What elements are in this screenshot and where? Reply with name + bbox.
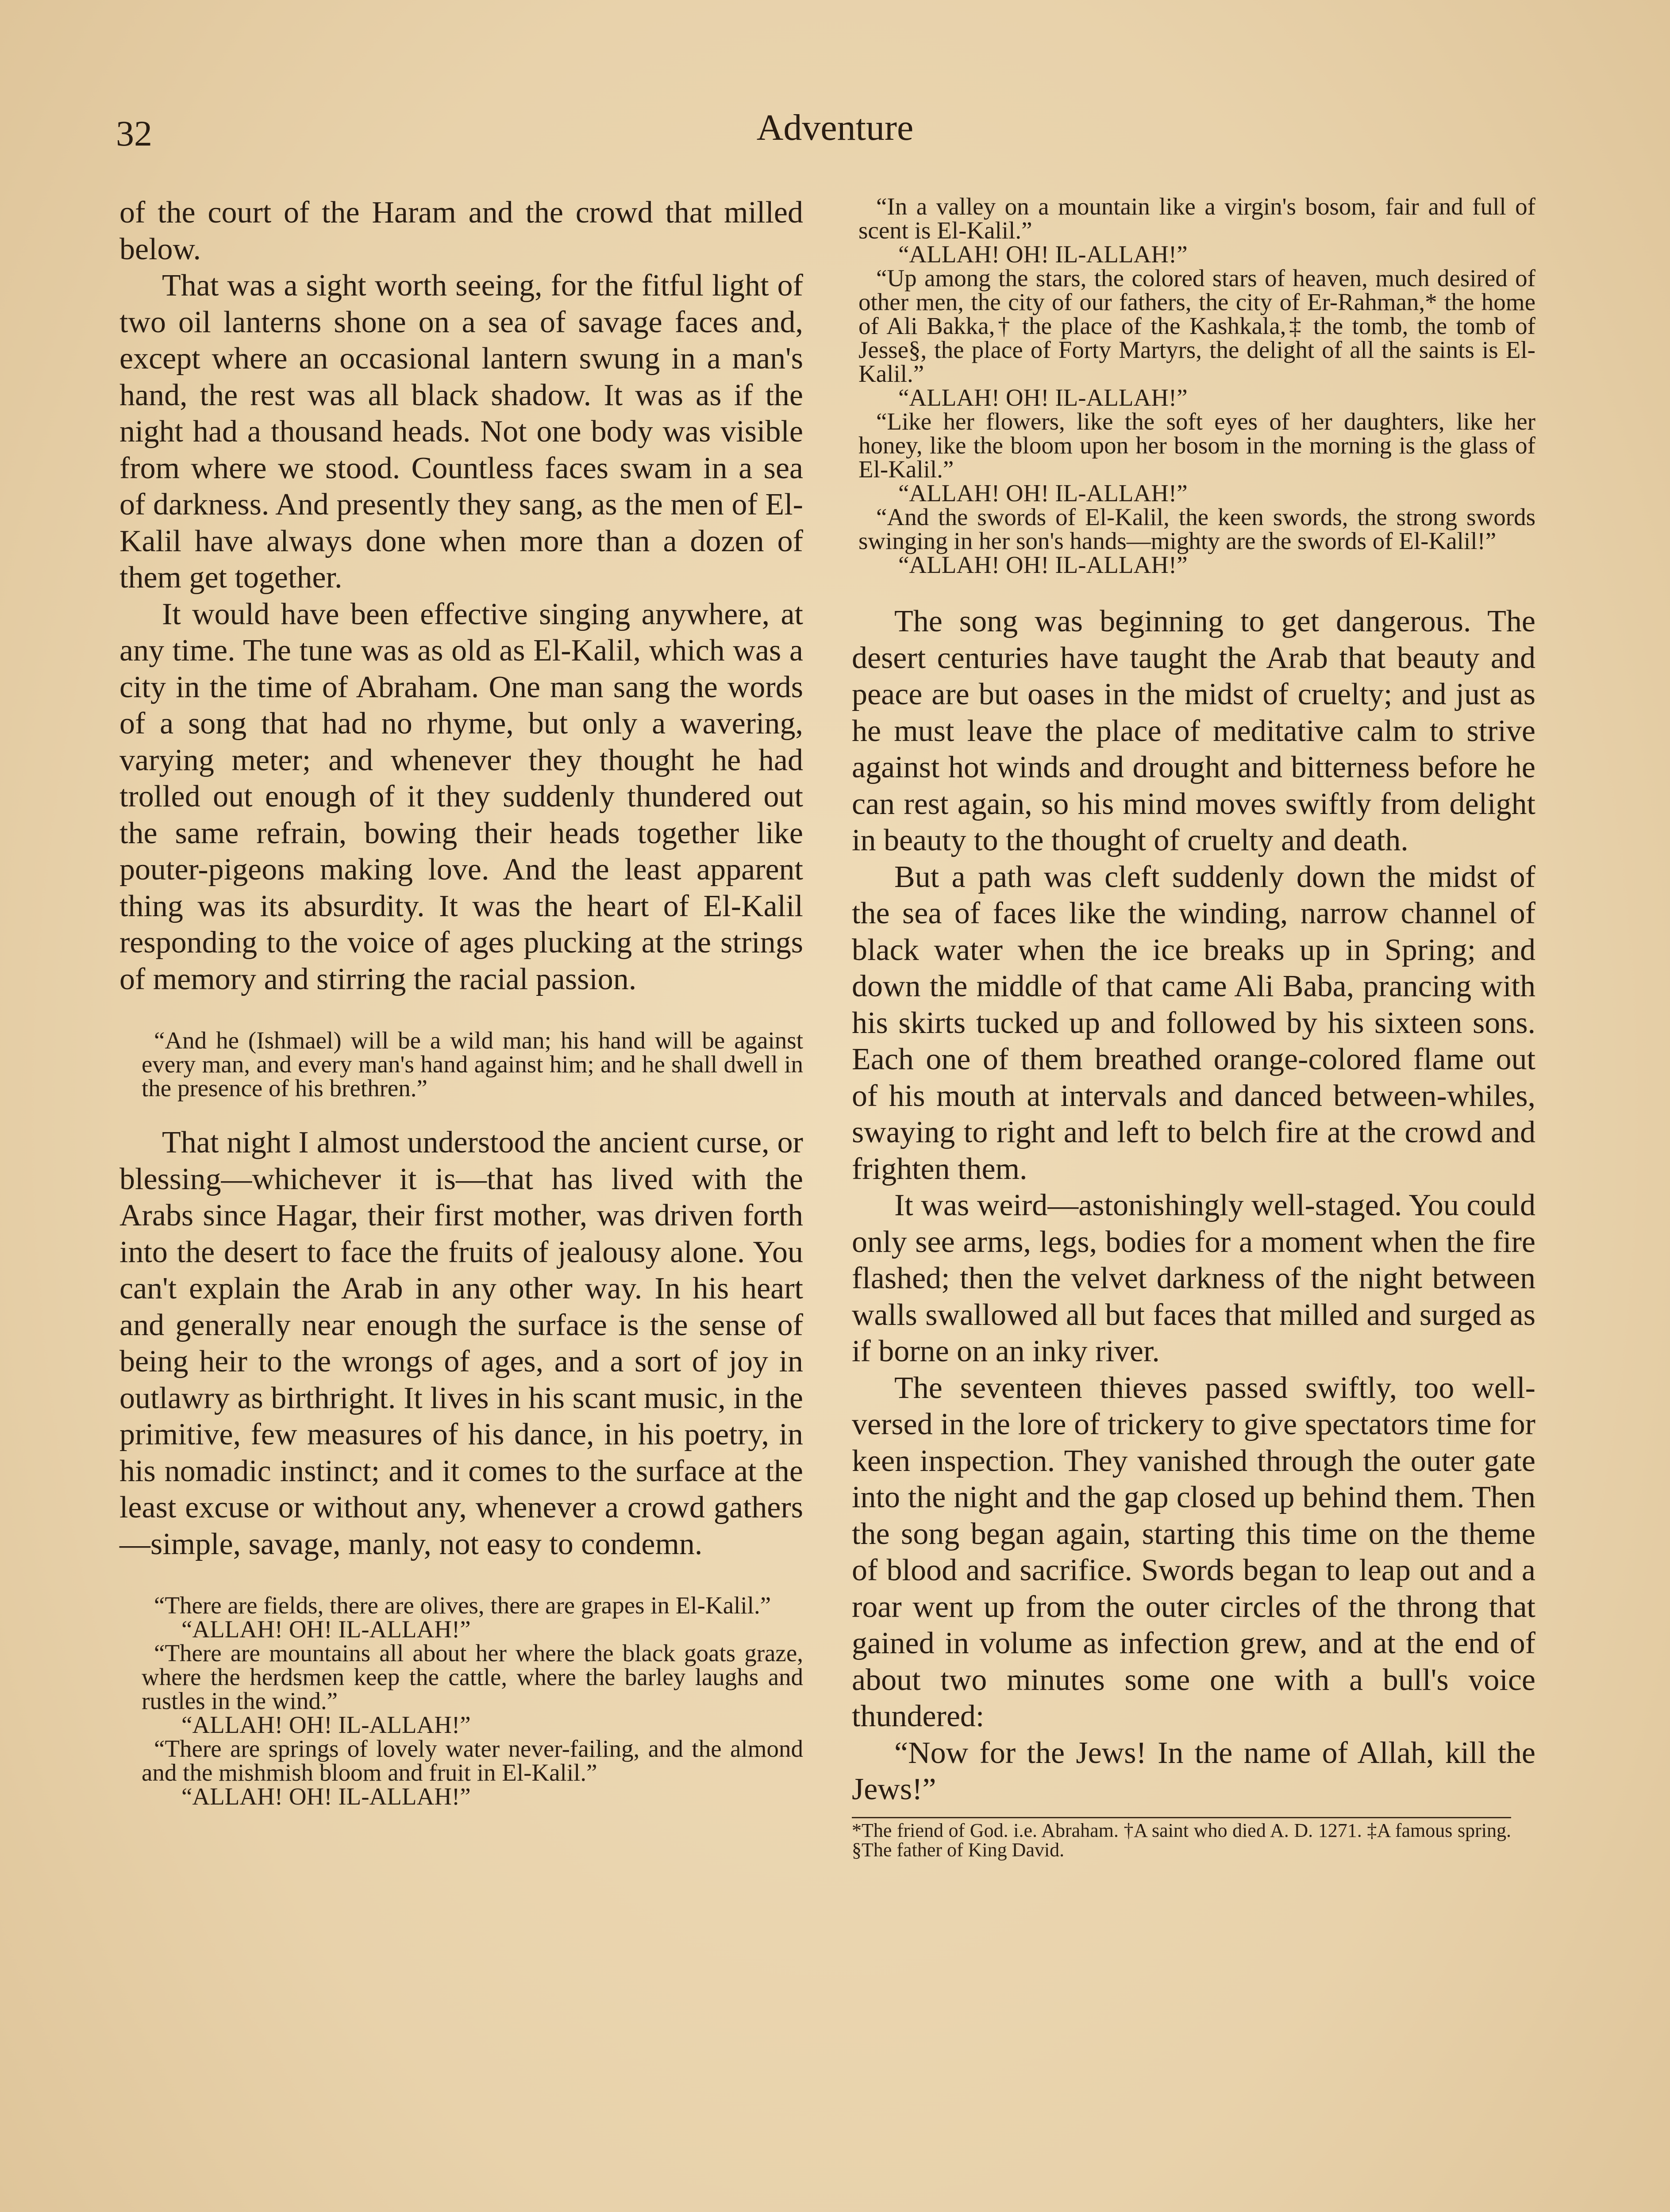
song-block	[142, 1594, 803, 1809]
song-refrain: “ALLAH! OH! IL-ALLAH!”	[898, 551, 1188, 578]
paragraph: The seventeen thieves passed swiftly, too well-versed in the lore of trickery to give spectators time for keen inspection. They vanished through the outer gate into the night and the gap closed up behind them. Then the song began again, starting this time on the theme of blood and sacrifice. Swords began to leap out and a roar went up from the outer circles of the throng that gained in volume as infection grew, and at the end of about two minutes some one with a bull's voice thundered:	[852, 1371, 1535, 1733]
song-refrain: “ALLAH! OH! IL-ALLAH!”	[181, 1616, 471, 1643]
song-refrain: “ALLAH! OH! IL-ALLAH!”	[898, 241, 1188, 268]
paragraph: of the court of the Haram and the crowd that milled below.	[119, 196, 803, 266]
song-refrain: “ALLAH! OH! IL-ALLAH!”	[181, 1711, 471, 1738]
paragraph: It was weird—astonishingly well-staged. You could only see arms, legs, bodies for a moment when the fire flashed; then the velvet darkness of the night between walls swallowed all but faces that milled and surged as if borne on an inky river.	[852, 1188, 1535, 1368]
song-block	[858, 195, 1535, 577]
quotation: “And he (Ishmael) will be a wild man; his hand will be against every man, and every man's hand against him; and he shall dwell in the presence of his brethren.”	[142, 1027, 803, 1102]
paragraph: That was a sight worth seeing, for the fitful light of two oil lanterns shone on a sea of savage faces and, except where an occasional lantern swung in a man's hand, the rest was all black shadow. It was as if the night had a thousand heads. Not one body was visible from where we stood. Countless faces swam in a sea of darkness. And presently they sang, as the men of El-Kalil have always done when more than a dozen of them get together.	[119, 269, 803, 595]
song-refrain: “ALLAH! OH! IL-ALLAH!”	[898, 384, 1188, 411]
paragraph: But a path was cleft suddenly down the midst of the sea of faces like the winding, narrow channel of black water when the ice breaks up in Spring; and down the middle of that came Ali Baba, prancing with his skirts tucked up and followed by his sixteen sons. Each one of them breathed orange-colored flame out of his mouth at intervals and danced between-whiles, swaying to right and left to belch fire at the crowd and frighten them.	[852, 860, 1535, 1186]
song-verse: “In a valley on a mountain like a virgin's bosom, fair and full of scent is El-Kalil.”	[858, 193, 1535, 244]
paragraph: It would have been effective singing anywhere, at any time. The tune was as old as El-Kalil, which was a city in the time of Abraham. One man sang the words of a song that had no rhyme, but only a wavering, varying meter; and whenever they thought he had trolled out enough of it they suddenly thundered out the same refrain, bowing their heads together like pouter-pigeons making love. And the least apparent thing was its absurdity. It was the heart of El-Kalil responding to the voice of ages plucking at the strings of memory and stirring the racial passion.	[119, 597, 803, 996]
song-verse: “There are springs of lovely water never-failing, and the almond and the mishmish bloom and fruit in El-Kalil.”	[142, 1735, 803, 1786]
song-verse: “Like her flowers, like the soft eyes of her daughters, like her honey, like the bloom upon her bosom in the morning is the glass of El-Kalil.”	[858, 408, 1535, 483]
paragraph: That night I almost understood the ancient curse, or blessing—whichever it is—that has lived with the Arabs since Hagar, their first mother, was driven forth into the desert to face the fruits of jealousy alone. You can't explain the Arab in any other way. In his heart and generally near enough the surface is the sense of being heir to the wrongs of ages, and a sort of joy in outlawry as birthright. It lives in his scant music, in the primitive, few measures of his dance, in his poetry, in his nomadic instinct; and it comes to the surface at the least excuse or without any, whenever a crowd gathers—simple, savage, manly, not easy to condemn.	[119, 1125, 803, 1561]
footnote-text: *The friend of God. i.e. Abraham. †A saint who died A. D. 1271. ‡A famous spring. §The father of King David.	[852, 1819, 1511, 1861]
song-refrain: “ALLAH! OH! IL-ALLAH!”	[898, 480, 1188, 507]
song-verse: “Up among the stars, the colored stars of heaven, much desired of other men, the city of our fathers, the city of Er-Rahman,* the home of Ali Bakka,† the place of the Kashkala,‡ the tomb, the tomb of Jesse§, the place of Forty Martyrs, the delight of all the saints is El-Kalil.”	[858, 265, 1535, 387]
quotation-block	[142, 1029, 803, 1100]
song-refrain: “ALLAH! OH! IL-ALLAH!”	[181, 1783, 471, 1810]
song-verse: “There are mountains all about her where the black goats graze, where the herdsmen keep the cattle, where the barley laughs and rustles in the wind.”	[142, 1640, 803, 1714]
footnotes	[852, 1817, 1511, 1860]
left-column	[119, 195, 803, 1833]
page-number: 32	[116, 113, 152, 154]
page-title: Adventure	[756, 107, 914, 148]
paragraph: “Now for the Jews! In the name of Allah, kill the Jews!”	[852, 1736, 1535, 1806]
paragraph: The song was beginning to get dangerous. The desert centuries have taught the Arab that beauty and peace are but oases in the midst of cruelty; and just as he must leave the place of meditative calm to strive against hot winds and drought and bitterness before he can rest again, so his mind moves swiftly from delight in beauty to the thought of cruelty and death.	[852, 604, 1535, 857]
song-verse: “There are fields, there are olives, there are grapes in El-Kalil.”	[154, 1592, 771, 1619]
right-column	[852, 195, 1535, 1860]
song-verse: “And the swords of El-Kalil, the keen swords, the strong swords swinging in her son's hands—mighty are the swords of El-Kalil!”	[858, 503, 1535, 554]
